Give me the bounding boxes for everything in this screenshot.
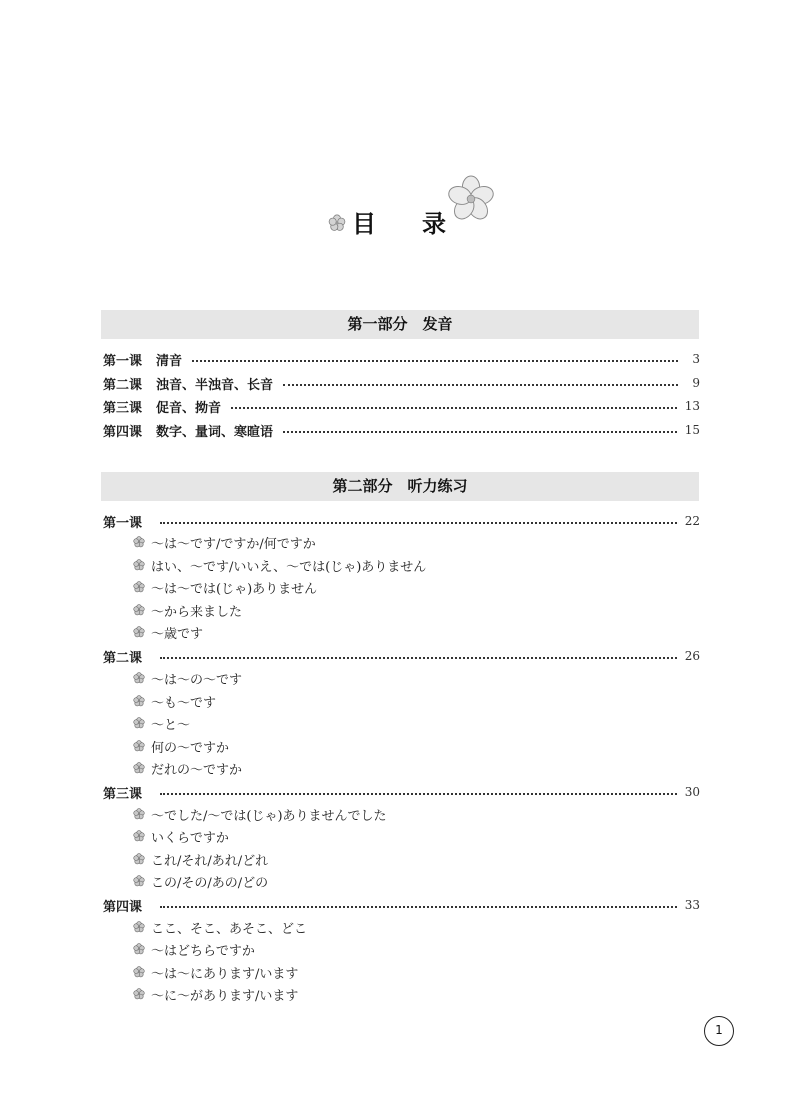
list-item[interactable] <box>133 984 298 1004</box>
dot-leader <box>283 431 677 433</box>
lesson-topic: 数字、量词、寒暄语 <box>156 424 274 440</box>
lesson-label: 第三课 <box>103 786 143 802</box>
page-ref: 26 <box>684 649 700 663</box>
toc-row[interactable] <box>103 782 700 802</box>
list-item[interactable] <box>133 758 242 778</box>
flower-bullet-icon <box>133 695 145 707</box>
flower-bullet-icon <box>133 943 145 955</box>
list-item[interactable] <box>133 691 216 711</box>
flower-bullet-icon <box>133 830 145 842</box>
flower-bullet-icon <box>133 604 145 616</box>
lesson-label: 第二课 <box>103 650 143 666</box>
item-text: ～歳です <box>151 626 204 642</box>
lesson-label: 第一课 <box>103 515 143 531</box>
flower-bullet-icon <box>133 762 145 774</box>
list-item[interactable] <box>133 962 298 982</box>
flower-bullet-icon <box>133 626 145 638</box>
flower-bullet-icon <box>133 536 145 548</box>
flower-bullet-icon <box>133 875 145 887</box>
item-text: はい、～です/いいえ、～では(じゃ)ありません <box>151 559 427 575</box>
item-text: ～に～があります/います <box>151 988 299 1004</box>
item-text: だれの～ですか <box>151 762 243 778</box>
list-item[interactable] <box>133 532 316 552</box>
page-number: 1 <box>704 1016 734 1046</box>
toc-title-area <box>0 170 800 250</box>
item-text: ～から来ました <box>151 604 243 620</box>
dot-leader <box>160 522 677 524</box>
part2-heading: 第二部分 听力练习 <box>101 472 699 501</box>
flower-bullet-icon <box>133 581 145 593</box>
item-text: ～は～です/ですか/何ですか <box>151 536 316 552</box>
part1-heading: 第一部分 发音 <box>101 310 699 339</box>
toc-row[interactable] <box>103 396 700 416</box>
page-ref: 13 <box>684 399 700 413</box>
item-text: この/その/あの/どの <box>151 875 269 891</box>
toc-row[interactable] <box>103 646 700 666</box>
item-text: ～も～です <box>151 695 217 711</box>
flower-icon <box>446 175 496 223</box>
title-char-2: 录 <box>422 210 446 238</box>
small-flower-icon <box>328 214 346 232</box>
dot-leader <box>160 793 677 795</box>
flower-bullet-icon <box>133 717 145 729</box>
lesson-label: 第二课 <box>103 377 143 393</box>
lesson-label: 第四课 <box>103 899 143 915</box>
flower-bullet-icon <box>133 808 145 820</box>
flower-bullet-icon <box>133 921 145 933</box>
dot-leader <box>160 657 677 659</box>
lesson-label: 第四课 <box>103 424 143 440</box>
list-item[interactable] <box>133 804 387 824</box>
dot-leader <box>192 360 678 362</box>
item-text: 何の～ですか <box>151 740 230 756</box>
list-item[interactable] <box>133 736 229 756</box>
flower-bullet-icon <box>133 740 145 752</box>
page-ref: 30 <box>684 785 700 799</box>
item-text: ～は～の～です <box>151 672 243 688</box>
lesson-topic: 清音 <box>156 353 183 369</box>
page-ref: 15 <box>684 423 700 437</box>
list-item[interactable] <box>133 939 255 959</box>
item-text: ～は～では(じゃ)ありません <box>151 581 318 597</box>
lesson-topic: 浊音、半浊音、长音 <box>156 377 274 393</box>
flower-bullet-icon <box>133 966 145 978</box>
toc-row[interactable] <box>103 373 700 393</box>
list-item[interactable] <box>133 713 190 733</box>
flower-bullet-icon <box>133 988 145 1000</box>
page-ref: 3 <box>692 352 700 366</box>
list-item[interactable] <box>133 826 229 846</box>
list-item[interactable] <box>133 668 242 688</box>
item-text: ～でした/～では(じゃ)ありませんでした <box>151 808 387 824</box>
item-text: ここ、そこ、あそこ、どこ <box>151 921 308 937</box>
flower-bullet-icon <box>133 672 145 684</box>
page-ref: 33 <box>684 898 700 912</box>
item-text: これ/それ/あれ/どれ <box>151 853 269 869</box>
page-ref: 22 <box>684 514 700 528</box>
lesson-label: 第三课 <box>103 400 143 416</box>
list-item[interactable] <box>133 600 242 620</box>
lesson-topic: 促音、拗音 <box>156 400 222 416</box>
flower-bullet-icon <box>133 853 145 865</box>
dot-leader <box>160 906 677 908</box>
toc-row[interactable] <box>103 420 700 440</box>
item-text: ～と～ <box>151 717 191 733</box>
flower-bullet-icon <box>133 559 145 571</box>
page-ref: 9 <box>692 376 700 390</box>
dot-leader <box>283 384 678 386</box>
list-item[interactable] <box>133 577 317 597</box>
toc-row[interactable] <box>103 511 700 531</box>
list-item[interactable] <box>133 849 268 869</box>
list-item[interactable] <box>133 917 307 937</box>
title-char-1: 目 <box>352 210 376 238</box>
list-item[interactable] <box>133 555 426 575</box>
item-text: いくらですか <box>151 830 229 846</box>
toc-row[interactable] <box>103 895 700 915</box>
list-item[interactable] <box>133 622 203 642</box>
list-item[interactable] <box>133 871 268 891</box>
toc-row[interactable] <box>103 349 700 369</box>
item-text: ～は～にあります/います <box>151 966 299 982</box>
lesson-label: 第一课 <box>103 353 143 369</box>
dot-leader <box>231 407 677 409</box>
item-text: ～はどちらですか <box>151 943 255 959</box>
